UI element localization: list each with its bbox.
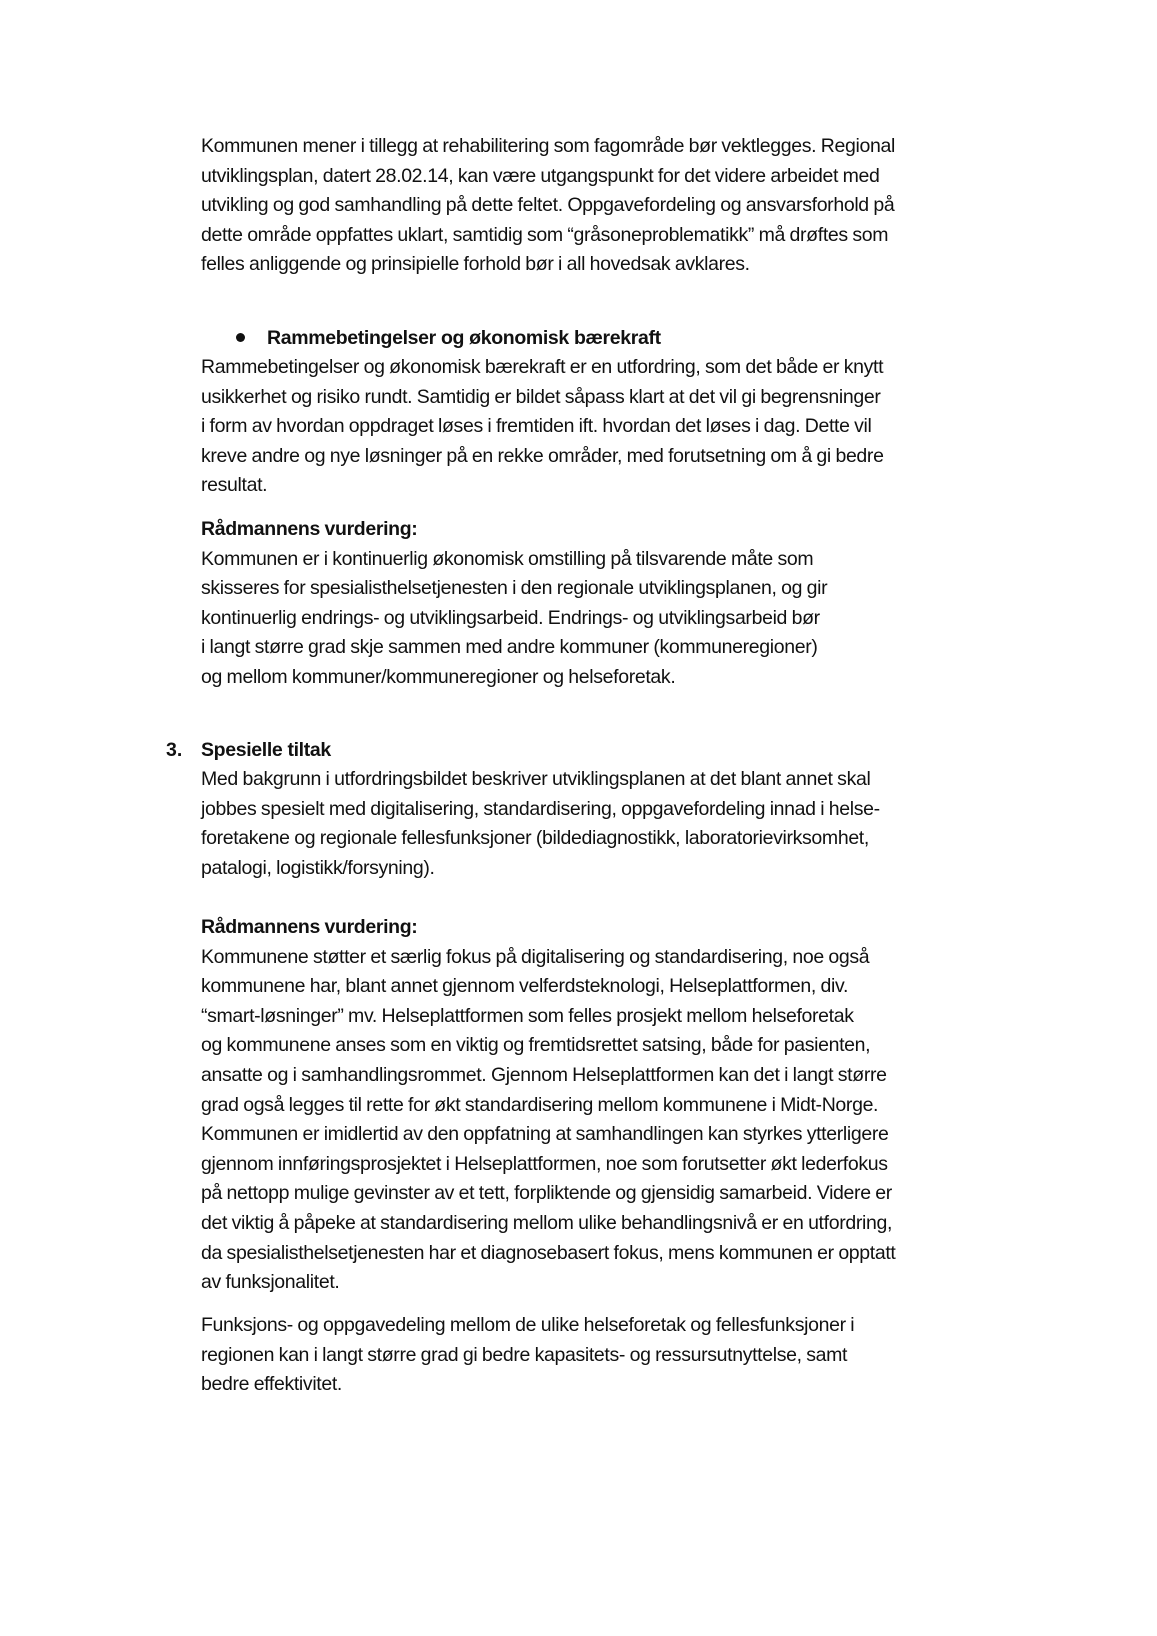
bullet-icon bbox=[236, 333, 245, 342]
text-line: i form av hvordan oppdraget løses i fremtiden ift. hvordan det løses i dag. Dette vil bbox=[201, 415, 872, 438]
section-heading: Spesielle tiltak bbox=[201, 739, 331, 761]
text-line: Kommunen er imidlertid av den oppfatning at samhandlingen kan styrkes ytterligere bbox=[201, 1123, 889, 1146]
text-line: grad også legges til rette for økt standardisering mellom kommunene i Midt-Norge. bbox=[201, 1093, 879, 1116]
text-line: utviklingsplan, datert 28.02.14, kan være utgangspunkt for det videre arbeidet med bbox=[201, 164, 880, 187]
text-line: jobbes spesielt med digitalisering, standardisering, oppgavefordeling innad i helse- bbox=[201, 797, 880, 820]
numbered-section-body bbox=[201, 765, 991, 883]
text-line: Kommunen mener i tillegg at rehabilitering som fagområde bør vektlegges. Regional bbox=[201, 135, 895, 157]
assessment-heading: Rådmannens vurdering: bbox=[201, 916, 418, 938]
text-line: og kommunene anses som en viktig og fremtidsrettet satsing, både for pasienten, bbox=[201, 1034, 871, 1057]
text-line: Funksjons- og oppgavedeling mellom de ulike helseforetak og fellesfunksjoner i bbox=[201, 1314, 855, 1336]
text-line: på nettopp mulige gevinster av et tett, forpliktende og gjensidig samarbeid. Videre er bbox=[201, 1182, 892, 1205]
assessment-heading: Rådmannens vurdering: bbox=[201, 518, 418, 540]
text-line: kreve andre og nye løsninger på en rekke områder, med forutsetning om å gi bedre bbox=[201, 444, 884, 467]
text-line: ansatte og i samhandlingsrommet. Gjennom Helseplattformen kan det i langt større bbox=[201, 1063, 887, 1086]
list-number: 3. bbox=[166, 739, 183, 761]
text-line: av funksjonalitet. bbox=[201, 1271, 340, 1294]
section-heading: Rammebetingelser og økonomisk bærekraft bbox=[267, 327, 661, 349]
text-line: skisseres for spesialisthelsetjenesten i den regionale utviklingsplanen, og gir bbox=[201, 577, 828, 600]
text-line: gjennom innføringsprosjektet i Helseplattformen, noe som forutsetter økt lederfokus bbox=[201, 1152, 888, 1175]
text-line: resultat. bbox=[201, 474, 268, 497]
text-line: bedre effektivitet. bbox=[201, 1373, 342, 1396]
text-line: Rammebetingelser og økonomisk bærekraft er en utfordring, som det både er knytt bbox=[201, 356, 884, 378]
text-line: og mellom kommuner/kommuneregioner og helseforetak. bbox=[201, 665, 676, 688]
text-line: foretakene og regionale fellesfunksjoner (bildediagnostikk, laboratorievirksomhet, bbox=[201, 827, 869, 850]
assessment-block-2 bbox=[201, 913, 991, 1298]
text-line: dette område oppfattes uklart, samtidig som “gråsoneproblematikk” må drøftes som bbox=[201, 223, 889, 246]
text-line: felles anliggende og prinsipielle forhold bør i all hovedsak avklares. bbox=[201, 253, 750, 276]
text-line: usikkerhet og risiko rundt. Samtidig er bildet såpass klart at det vil gi begrensninger bbox=[201, 385, 881, 408]
text-line: da spesialisthelsetjenesten har et diagnosebasert fokus, mens kommunen er opptatt bbox=[201, 1241, 896, 1264]
text-line: “smart-løsninger” mv. Helseplattformen som felles prosjekt mellom helseforetak bbox=[201, 1004, 854, 1027]
text-line: kontinuerlig endrings- og utviklingsarbeid. Endrings- og utviklingsarbeid bør bbox=[201, 606, 820, 629]
text-line: Kommunen er i kontinuerlig økonomisk omstilling på tilsvarende måte som bbox=[201, 547, 814, 570]
text-line: utvikling og god samhandling på dette feltet. Oppgavefordeling og ansvarsforhold på bbox=[201, 194, 895, 217]
bullet-section-body bbox=[201, 353, 991, 501]
text-line: i langt større grad skje sammen med andre kommuner (kommuneregioner) bbox=[201, 636, 818, 659]
assessment-block-1 bbox=[201, 515, 991, 693]
intro-paragraph bbox=[201, 132, 991, 280]
text-line: regionen kan i langt større grad gi bedre kapasitets- og ressursutnyttelse, samt bbox=[201, 1343, 848, 1366]
text-line: kommunene har, blant annet gjennom velferdsteknologi, Helseplattformen, div. bbox=[201, 975, 849, 998]
text-line: Med bakgrunn i utfordringsbildet beskriver utviklingsplanen at det blant annet skal bbox=[201, 768, 871, 790]
final-paragraph bbox=[201, 1311, 991, 1400]
text-line: Kommunene støtter et særlig fokus på digitalisering og standardisering, noe også bbox=[201, 945, 870, 968]
text-line: det viktig å påpeke at standardisering mellom ulike behandlingsnivå er en utfordring, bbox=[201, 1211, 893, 1234]
text-line: patalogi, logistikk/forsyning). bbox=[201, 856, 435, 879]
